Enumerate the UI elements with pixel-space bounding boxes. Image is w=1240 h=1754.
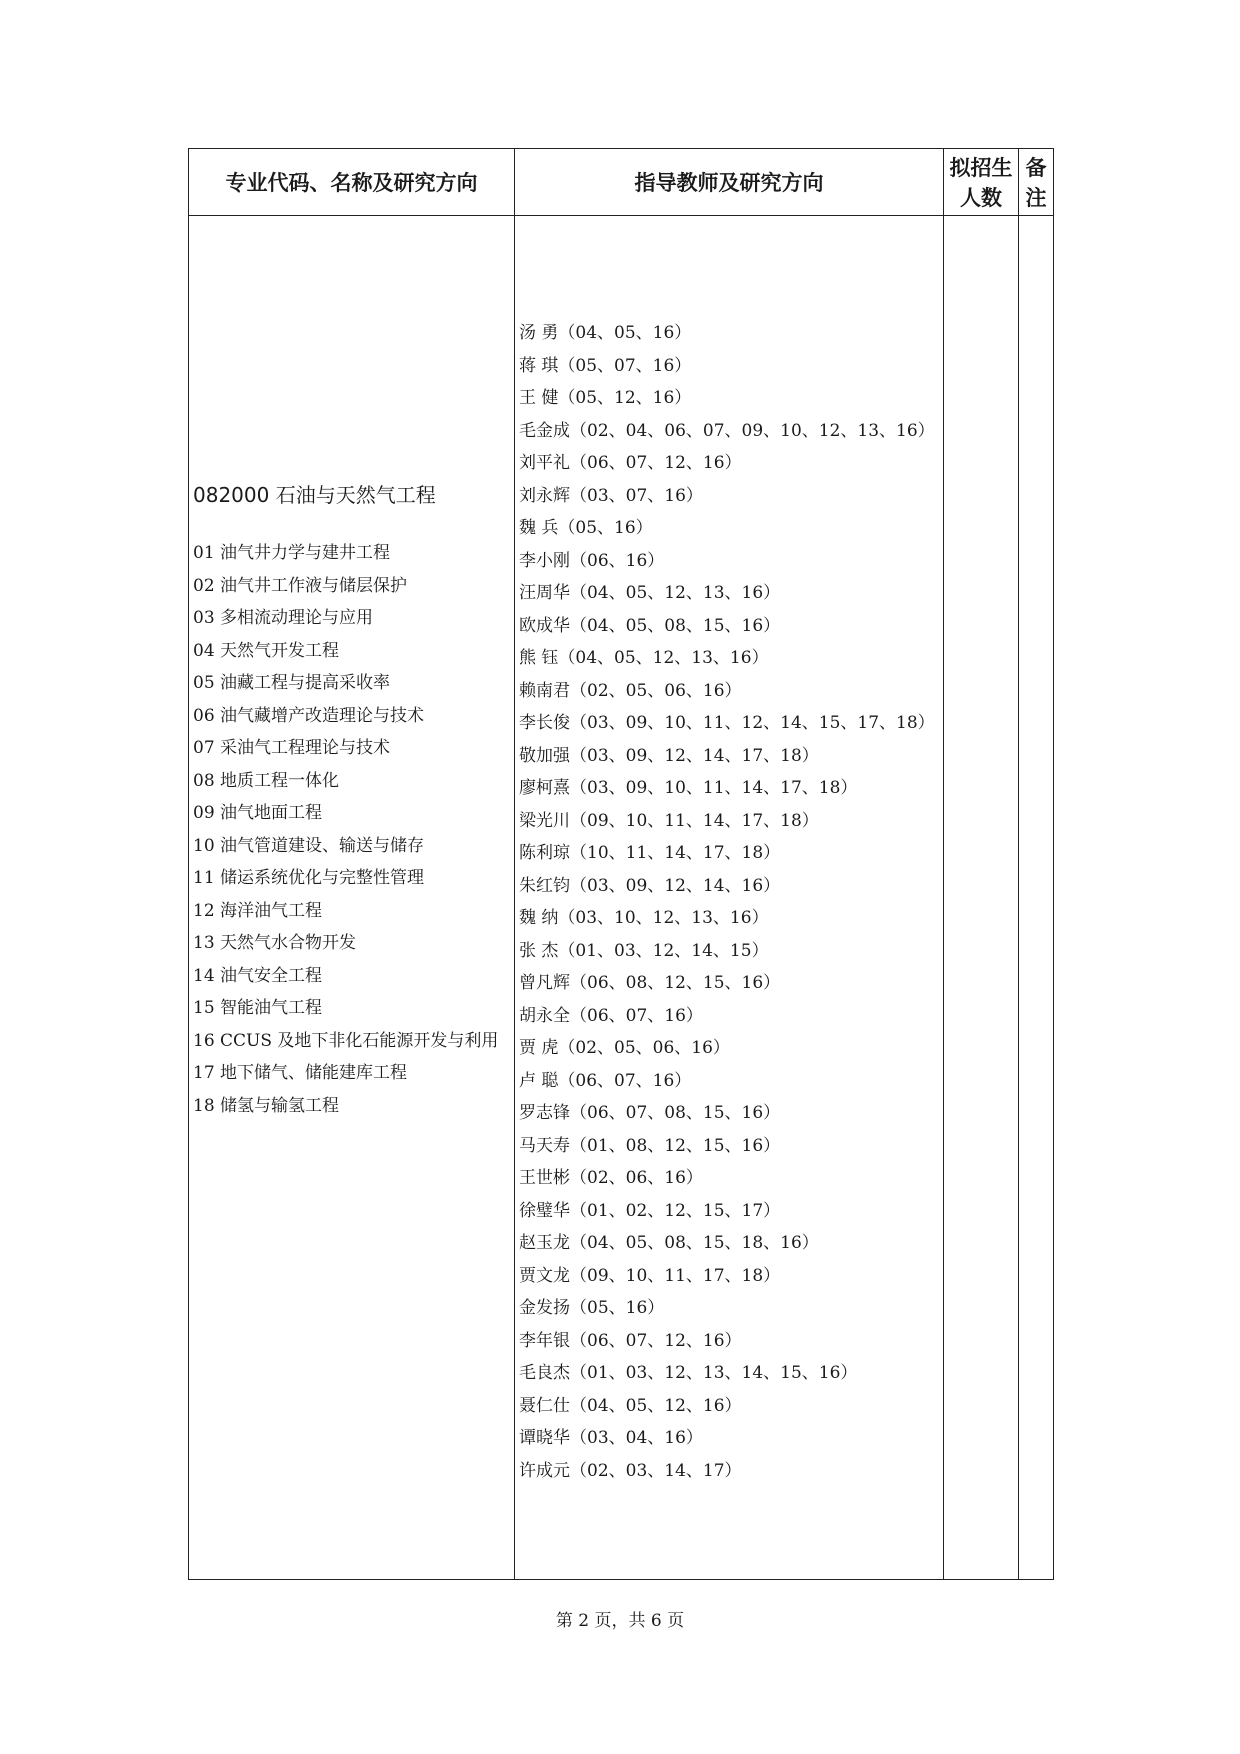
header-quota-line2: 人数: [960, 185, 1002, 210]
direction-item: 07 采油气工程理论与技术: [193, 738, 391, 758]
advisor-item: 梁光川（09、10、11、14、17、18）: [519, 810, 819, 831]
advisor-item: 廖柯熹（03、09、10、11、14、17、18）: [519, 778, 858, 798]
direction-list: [193, 537, 515, 1122]
advisor-item: 金发扬（05、16）: [519, 1298, 665, 1318]
advisor-item: 马天寿（01、08、12、15、16）: [519, 1135, 781, 1156]
advisor-item: 王世彬（02、06、16）: [519, 1168, 703, 1188]
advisor-item: 赖南君（02、05、06、16）: [519, 680, 742, 701]
direction-item: 08 地质工程一体化: [193, 770, 340, 791]
advisor-item: 许成元（02、03、14、17）: [519, 1460, 742, 1481]
advisor-item: 赵玉龙（04、05、08、15、18、16）: [519, 1233, 819, 1253]
advisor-item: 熊 钰（04、05、12、13、16）: [519, 648, 769, 668]
header-remark: [1019, 149, 1053, 216]
advisor-item: 曾凡辉（06、08、12、15、16）: [519, 973, 781, 993]
advisor-list: [519, 317, 944, 1487]
advisor-item: 汪周华（04、05、12、13、16）: [519, 583, 781, 603]
advisor-item: 朱红钧（03、09、12、14、16）: [519, 875, 781, 896]
direction-item: 03 多相流动理论与应用: [193, 608, 374, 628]
advisor-item: 刘平礼（06、07、12、16）: [519, 453, 742, 473]
page-number: 第 2 页，共 6 页: [555, 1611, 685, 1631]
major-cell: [193, 479, 515, 1122]
header-remark-line2: 注: [1025, 185, 1047, 210]
advisor-item: 李长俊（03、09、10、11、12、14、15、17、18）: [519, 713, 935, 733]
direction-item: 01 油气井力学与建井工程: [193, 543, 391, 563]
column-divider: [1018, 149, 1019, 1579]
header-advisors: [515, 149, 943, 216]
header-quota-line1: 拟招生: [949, 155, 1013, 180]
advisor-item: 谭晓华（03、04、16）: [519, 1428, 703, 1448]
advisor-item: 徐璧华（01、02、12、15、17）: [519, 1200, 781, 1221]
advisor-item: 李年银（06、07、12、16）: [519, 1330, 742, 1351]
recruitment-table: [188, 148, 1054, 1580]
advisor-item: 张 杰（01、03、12、14、15）: [519, 940, 769, 961]
advisor-item: 王 健（05、12、16）: [519, 388, 692, 408]
direction-item: 04 天然气开发工程: [193, 640, 340, 661]
advisor-item: 陈利琼（10、11、14、17、18）: [519, 843, 781, 863]
header-remark-line1: 备: [1025, 155, 1047, 180]
advisor-item: 罗志锋（06、07、08、15、16）: [519, 1103, 781, 1123]
advisor-item: 贾文龙（09、10、11、17、18）: [519, 1265, 781, 1286]
direction-item: 14 油气安全工程: [193, 965, 323, 986]
advisor-item: 毛良杰（01、03、12、13、14、15、16）: [519, 1363, 858, 1383]
direction-item: 06 油气藏增产改造理论与技术: [193, 705, 425, 726]
advisor-item: 贾 虎（02、05、06、16）: [519, 1038, 730, 1058]
advisor-item: 蒋 琪（05、07、16）: [519, 355, 692, 376]
advisor-item: 欧成华（04、05、08、15、16）: [519, 615, 781, 636]
advisor-item: 汤 勇（04、05、16）: [519, 323, 692, 343]
advisor-item: 胡永全（06、07、16）: [519, 1005, 703, 1026]
advisor-item: 毛金成（02、04、06、07、09、10、12、13、16）: [519, 420, 935, 441]
direction-item: 10 油气管道建设、输送与储存: [193, 835, 425, 856]
header-major: [189, 149, 514, 216]
header-major-label: 专业代码、名称及研究方向: [225, 170, 478, 195]
advisor-item: 聂仁仕（04、05、12、16）: [519, 1395, 742, 1416]
direction-item: 15 智能油气工程: [193, 998, 323, 1018]
direction-item: 12 海洋油气工程: [193, 900, 323, 921]
direction-item: 05 油藏工程与提高采收率: [193, 673, 391, 693]
direction-item: 13 天然气水合物开发: [193, 933, 357, 953]
advisor-item: 李小刚（06、16）: [519, 550, 665, 571]
header-advisors-label: 指导教师及研究方向: [634, 170, 824, 195]
advisor-item: 敬加强（03、09、12、14、17、18）: [519, 745, 819, 766]
direction-item: 18 储氢与输氢工程: [193, 1095, 340, 1116]
major-title: 082000 石油与天然气工程: [193, 483, 436, 507]
header-quota: [944, 149, 1018, 216]
advisor-item: 卢 聪（06、07、16）: [519, 1070, 692, 1091]
direction-item: 16 CCUS 及地下非化石能源开发与利用: [193, 1030, 499, 1051]
direction-item: 09 油气地面工程: [193, 803, 323, 823]
advisors-cell: [519, 317, 944, 1487]
advisor-item: 魏 纳（03、10、12、13、16）: [519, 908, 769, 928]
direction-item: 17 地下储气、储能建库工程: [193, 1063, 408, 1083]
advisor-item: 刘永辉（03、07、16）: [519, 485, 703, 506]
advisor-item: 魏 兵（05、16）: [519, 518, 653, 538]
direction-item: 11 储运系统优化与完整性管理: [193, 868, 425, 888]
direction-item: 02 油气井工作液与储层保护: [193, 575, 408, 596]
